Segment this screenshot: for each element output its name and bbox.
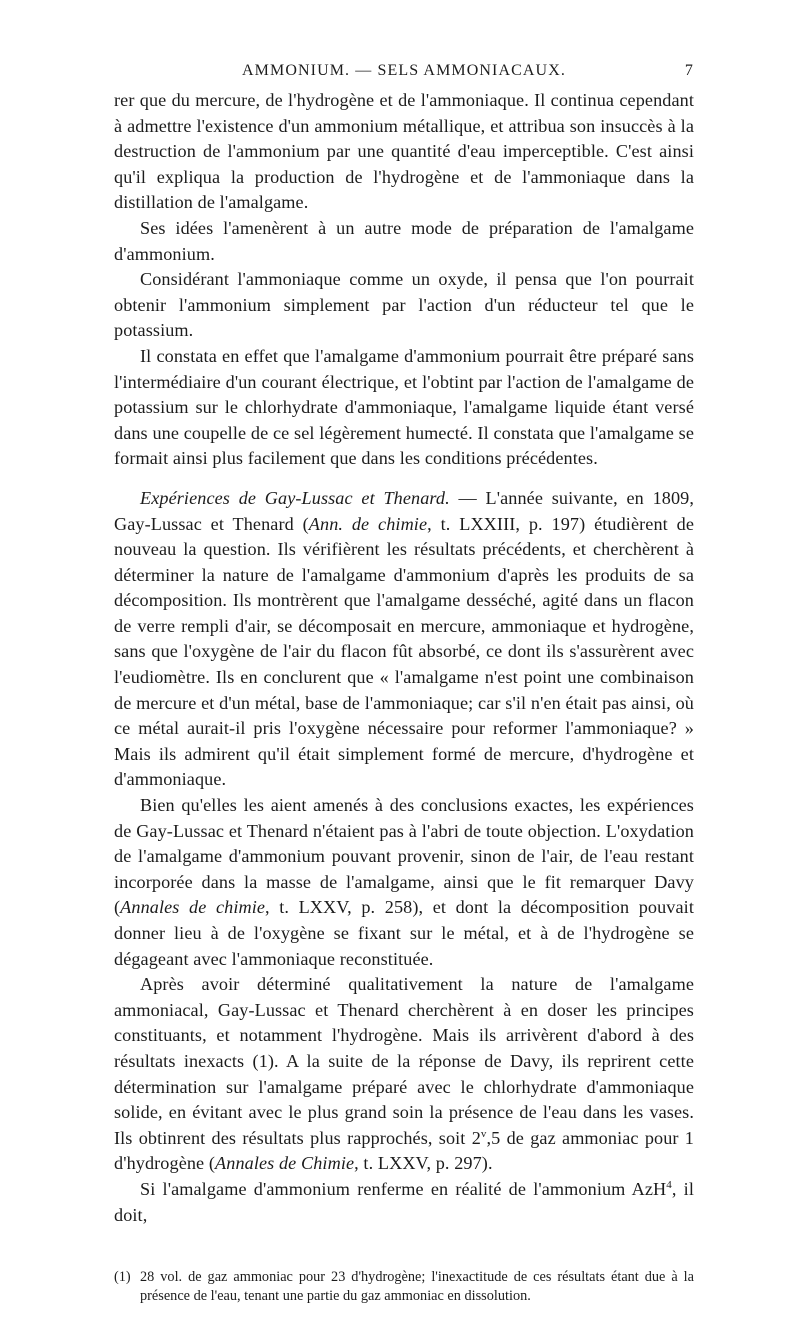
footnote (114, 1268, 694, 1306)
citation: Ann. de chimie (308, 513, 428, 534)
paragraph-3: Considérant l'ammoniaque comme un oxyde, il pensa que l'on pourrait obtenir l'ammonium simplement par l'action d'un réducteur tel que le potassium. (114, 269, 694, 341)
paragraph-8: Si l'amalgame d'ammonium renferme en réalité de l'ammonium AzH$^4$, il doit, (114, 1178, 694, 1225)
footnote-marker: (1) (114, 1269, 131, 1286)
paragraph-6: Bien qu'elles les aient amenés à des conclusions exactes, les expériences de Gay-Lussac et Thenard n'étaient pas à l'abri de toute objection. L'oxydation de l'amalgame d'ammonium pouvant provenir, sinon de l'air, de l'eau restant incorporée dans la masse de l'amalgame, ainsi que le fit remarquer Davy (Annales de chimie, t. LXXV, p. 258), et dont la décomposition pouvait donner lieu à de l'oxygène se fixant sur le métal, et à de l'hydrogène se dégageant avec l'ammoniaque reconstituée. (114, 795, 694, 969)
running-header (114, 62, 694, 88)
header-title: AMMONIUM. — SELS AMMONIACAUX. (242, 62, 566, 79)
section-heading: Expériences de Gay-Lussac et Thenard. (140, 487, 450, 508)
paragraph-5: Expériences de Gay-Lussac et Thenard. — L'année suivante, en 1809, Gay-Lussac et Thenard (Ann. de chimie, t. LXXIII, p. 197) étudièrent de nouveau la question. Ils vérifièrent les résultats précédents, et cherchèrent à déterminer la nature de l'amalgame d'ammonium d'après les produits de sa décomposition. Ils montrèrent que l'amalgame desséché, agité dans un flacon de verre rempli d'air, se décomposait en mercure, ammoniaque et hydrogène, sans que l'oxygène de l'air du flacon fût absorbé, ce dont ils s'assurèrent avec l'eudiomètre. Ils en conclurent que « l'amalgame n'est point une combinaison de mercure et d'un métal, base de l'ammoniaque; car s'il n'en était pas ainsi, où ce métal aurait-il pris l'oxygène nécessaire pour reformer l'ammoniaque? » Mais ils admirent qu'il était simplement formé de mercure, d'hydrogène et d'ammoniaque. (114, 487, 695, 790)
paragraph-7: Après avoir déterminé qualitativement la nature de l'amalgame ammoniacal, Gay-Lussac et Thenard cherchèrent à en doser les principes constituants, et notamment l'hydrogène. Mais ils arrivèrent d'abord à des résultats inexacts (1). A la suite de la réponse de Davy, ils reprirent cette détermination sur l'amalgame préparé avec le chlorhydrate d'ammoniaque solide, en évitant avec le plus grand soin la présence de l'eau dans les vases. Ils obtinrent des résultats plus rapprochés, soit 2$^v$,5 de gaz ammoniac pour 1 d'hydrogène (Annales de Chimie, t. LXXV, p. 297). (114, 974, 695, 1174)
paragraph-4: Il constata en effet que l'amalgame d'ammonium pourrait être préparé sans l'intermédiaire d'un courant électrique, et l'obtint par l'action de l'amalgame de potassium sur le chlorhydrate d'ammoniaque, l'amalgame liquide étant versé dans une coupelle de ce sel légèrement humecté. Il constata que l'amalgame se formait ainsi plus facilement que dans les conditions précédentes. (114, 345, 694, 469)
citation: Annales de Chimie (215, 1153, 355, 1174)
body-text (114, 88, 694, 1228)
footnote-text: 28 vol. de gaz ammoniac pour 23 d'hydrogène; l'inexactitude de ces résultats étant due à la présence de l'eau, tenant une partie du gaz ammoniac en dissolution. (140, 1269, 694, 1305)
page-number: 7 (684, 62, 694, 79)
paragraph-1: rer que du mercure, de l'hydrogène et de l'ammoniaque. Il continua cependant à admettre l'existence d'un ammonium métallique, et attribua son insuccès à la destruction de l'ammonium par une quantité d'eau imperceptible. C'est ainsi qu'il expliqua la production de l'hydrogène et de l'ammoniaque dans la distillation de l'amalgame. (114, 90, 694, 213)
citation: Annales de chimie (120, 897, 266, 918)
paragraph-2: Ses idées l'amenèrent à un autre mode de préparation de l'amalgame d'ammonium. (114, 217, 694, 264)
